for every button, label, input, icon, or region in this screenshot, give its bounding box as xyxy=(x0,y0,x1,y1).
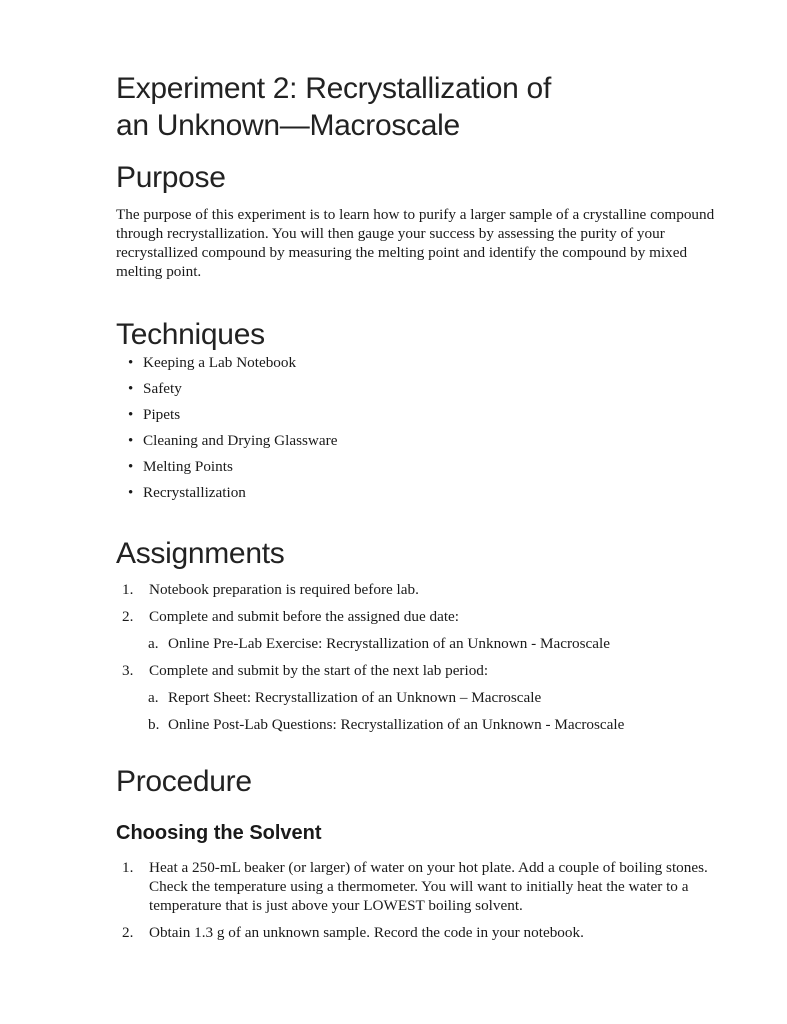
purpose-line-3: recrystallized compound by measuring the melting point and identify the compound by mixed xyxy=(116,244,688,261)
list-item: • Pipets xyxy=(128,402,756,428)
list-number: 1. xyxy=(122,859,134,876)
list-item: • Keeping a Lab Notebook xyxy=(128,350,756,376)
list-item: 2. Obtain 1.3 g of an unknown sample. Record the code in your notebook. xyxy=(122,924,584,941)
techniques-list xyxy=(116,350,756,506)
list-item: 3. Complete and submit by the start of the next lab period: xyxy=(122,662,489,679)
list-item: • Recrystallization xyxy=(128,480,756,506)
assignments-heading: Assignments xyxy=(116,537,285,570)
title-line-2: an Unknown—Macroscale xyxy=(116,109,460,142)
list-number: 3. xyxy=(122,662,134,679)
list-item: • Safety xyxy=(128,376,756,402)
list-number: 2. xyxy=(122,608,134,625)
list-item: • Cleaning and Drying Glassware xyxy=(128,428,756,454)
choosing-solvent-subheading: Choosing the Solvent xyxy=(116,822,322,844)
list-number: 2. xyxy=(122,924,134,941)
bullet-icon: • xyxy=(128,355,134,371)
bullet-icon: • xyxy=(128,381,134,397)
list-letter: b. xyxy=(148,716,160,733)
document-page xyxy=(116,70,756,942)
title-line-1: Experiment 2: Recrystallization of xyxy=(116,72,551,105)
assignments-sublist-2 xyxy=(116,688,756,734)
list-letter: a. xyxy=(148,635,159,652)
purpose-line-4: melting point. xyxy=(116,263,202,280)
bullet-icon: • xyxy=(128,407,134,423)
list-number: 1. xyxy=(122,581,134,598)
bullet-icon: • xyxy=(128,459,134,475)
page-title xyxy=(116,70,756,144)
assignments-list-cont xyxy=(116,661,756,680)
bullet-icon: • xyxy=(128,433,134,449)
assignments-list xyxy=(116,580,756,626)
procedure-steps xyxy=(116,858,756,942)
list-item: b. Online Post-Lab Questions: Recrystallization of an Unknown - Macroscale xyxy=(148,716,625,733)
list-item: a. Online Pre-Lab Exercise: Recrystallization of an Unknown - Macroscale xyxy=(148,635,610,652)
list-item: 1. Heat a 250-mL beaker (or larger) of water on your hot plate. Add a couple of boiling stones. Check the temperature using a thermometer. You will want to initially heat the water to a temperature that is just above your LOWEST boiling solvent. xyxy=(122,859,708,914)
list-item: • Melting Points xyxy=(128,454,756,480)
list-item: 2. Complete and submit before the assigned due date: xyxy=(122,608,459,625)
purpose-paragraph xyxy=(116,205,756,281)
list-item: 1. Notebook preparation is required before lab. xyxy=(122,581,419,598)
list-letter: a. xyxy=(148,689,159,706)
purpose-heading: Purpose xyxy=(116,161,226,194)
techniques-heading: Techniques xyxy=(116,318,265,351)
purpose-line-1: The purpose of this experiment is to learn how to purify a larger sample of a crystalline compound xyxy=(116,206,715,223)
list-item: a. Report Sheet: Recrystallization of an Unknown – Macroscale xyxy=(148,689,542,706)
procedure-heading: Procedure xyxy=(116,765,252,798)
assignments-sublist xyxy=(116,634,756,653)
bullet-icon: • xyxy=(128,485,134,501)
purpose-line-2: through recrystallization. You will then gauge your success by assessing the purity of your xyxy=(116,225,665,242)
